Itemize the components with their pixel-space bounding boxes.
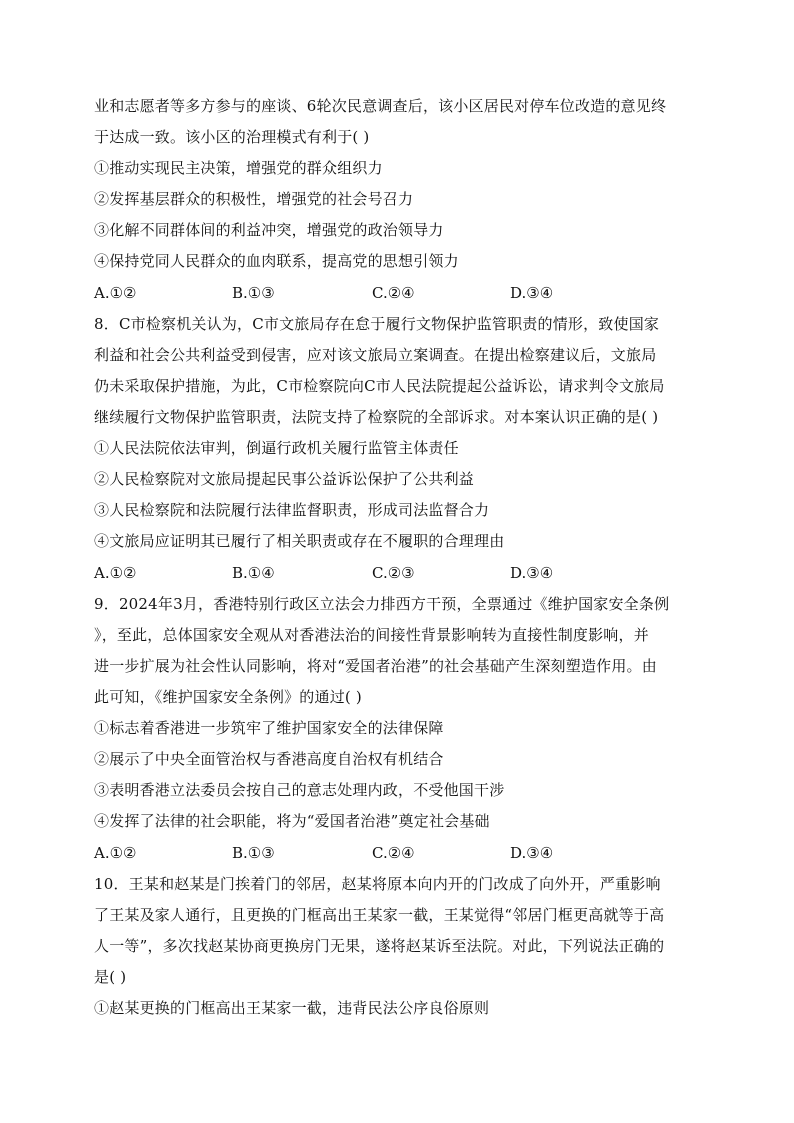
- q9-option-a: A.①②: [94, 844, 137, 862]
- q9-statement-1: ①标志着香港进一步筑牢了维护国家安全的法律保障: [94, 719, 444, 737]
- q7-option-a: A.①②: [94, 284, 137, 302]
- q8-options: [94, 563, 714, 583]
- q10-stem-line-3: 人一等”，多次找赵某协商更换房门无果，遂将赵某诉至法院。对此，下列说法正确的: [94, 937, 665, 955]
- q8-option-a: A.①②: [94, 564, 137, 582]
- q8-stem-line-3: 仍未采取保护措施，为此，C市检察院向C市人民法院提起公益诉讼，请求判令文旅局: [94, 377, 665, 395]
- q8-stem-line-2: 利益和社会公共利益受到侵害，应对该文旅局立案调查。在提出检察建议后，文旅局: [94, 346, 657, 364]
- q9-option-b: B.①③: [232, 844, 275, 862]
- q7-statement-1: ①推动实现民主决策，增强党的群众组织力: [94, 159, 383, 177]
- q9-stem-line-4: 此可知，《维护国家安全条例》的通过( ): [94, 688, 362, 706]
- q8-stem-line-1: 8．C市检察机关认为，C市文旅局存在怠于履行文物保护监管职责的情形，致使国家: [94, 315, 660, 333]
- q7-statement-4: ④保持党同人民群众的血肉联系，提高党的思想引领力: [94, 252, 459, 270]
- q8-statement-1: ①人民法院依法审判，倒逼行政机关履行监管主体责任: [94, 439, 459, 457]
- q8-option-d: D.③④: [510, 564, 554, 582]
- q9-statement-4: ④发挥了法律的社会职能，将为“爱国者治港”奠定社会基础: [94, 812, 490, 830]
- q10-stem-line-4: 是( ): [94, 968, 127, 986]
- q7-option-b: B.①③: [232, 284, 275, 302]
- q8-option-b: B.①④: [232, 564, 275, 582]
- q9-stem-line-3: 进一步扩展为社会性认同影响，将对“爱国者治港”的社会基础产生深刻塑造作用。由: [94, 657, 657, 675]
- q7-option-c: C.②④: [372, 284, 415, 302]
- q7-stem-line-1: 业和志愿者等多方参与的座谈、6轮次民意调查后，该小区居民对停车位改造的意见终: [94, 97, 667, 115]
- q8-statement-3: ③人民检察院和法院履行法律监督职责，形成司法监督合力: [94, 501, 490, 519]
- q9-statement-2: ②展示了中央全面管治权与香港高度自治权有机结合: [94, 750, 444, 768]
- q8-stem-line-4: 继续履行文物保护监管职责，法院支持了检察院的全部诉求。对本案认识正确的是( ): [94, 408, 659, 426]
- q9-statement-3: ③表明香港立法委员会按自己的意志处理内政，不受他国干涉: [94, 781, 505, 799]
- q7-option-d: D.③④: [510, 284, 554, 302]
- q10-stem-line-1: 10．王某和赵某是门挨着门的邻居，赵某将原本向内开的门改成了向外开，严重影响: [94, 875, 661, 893]
- q7-statement-3: ③化解不同群体间的利益冲突，增强党的政治领导力: [94, 221, 444, 239]
- q9-stem-line-1: 9．2024年3月，香港特别行政区立法会力排西方干预，全票通过《维护国家安全条例: [94, 595, 670, 613]
- q10-stem-line-2: 了王某及家人通行，且更换的门框高出王某家一截，王某觉得“邻居门框更高就等于高: [94, 906, 665, 924]
- q8-statement-2: ②人民检察院对文旅局提起民事公益诉讼保护了公共利益: [94, 470, 475, 488]
- q8-statement-4: ④文旅局应证明其已履行了相关职责或存在不履职的合理理由: [94, 532, 505, 550]
- q10-statement-1: ①赵某更换的门框高出王某家一截，违背民法公序良俗原则: [94, 999, 490, 1017]
- q9-option-c: C.②④: [372, 844, 415, 862]
- q9-option-d: D.③④: [510, 844, 554, 862]
- q7-options: [94, 283, 714, 303]
- q8-option-c: C.②③: [372, 564, 415, 582]
- q7-stem-line-2: 于达成一致。该小区的治理模式有利于( ): [94, 128, 370, 146]
- q9-options: [94, 843, 714, 863]
- q7-statement-2: ②发挥基层群众的积极性，增强党的社会号召力: [94, 190, 414, 208]
- q9-stem-line-2: 》，至此，总体国家安全观从对香港法治的间接性背景影响转为直接性制度影响，并: [94, 626, 649, 644]
